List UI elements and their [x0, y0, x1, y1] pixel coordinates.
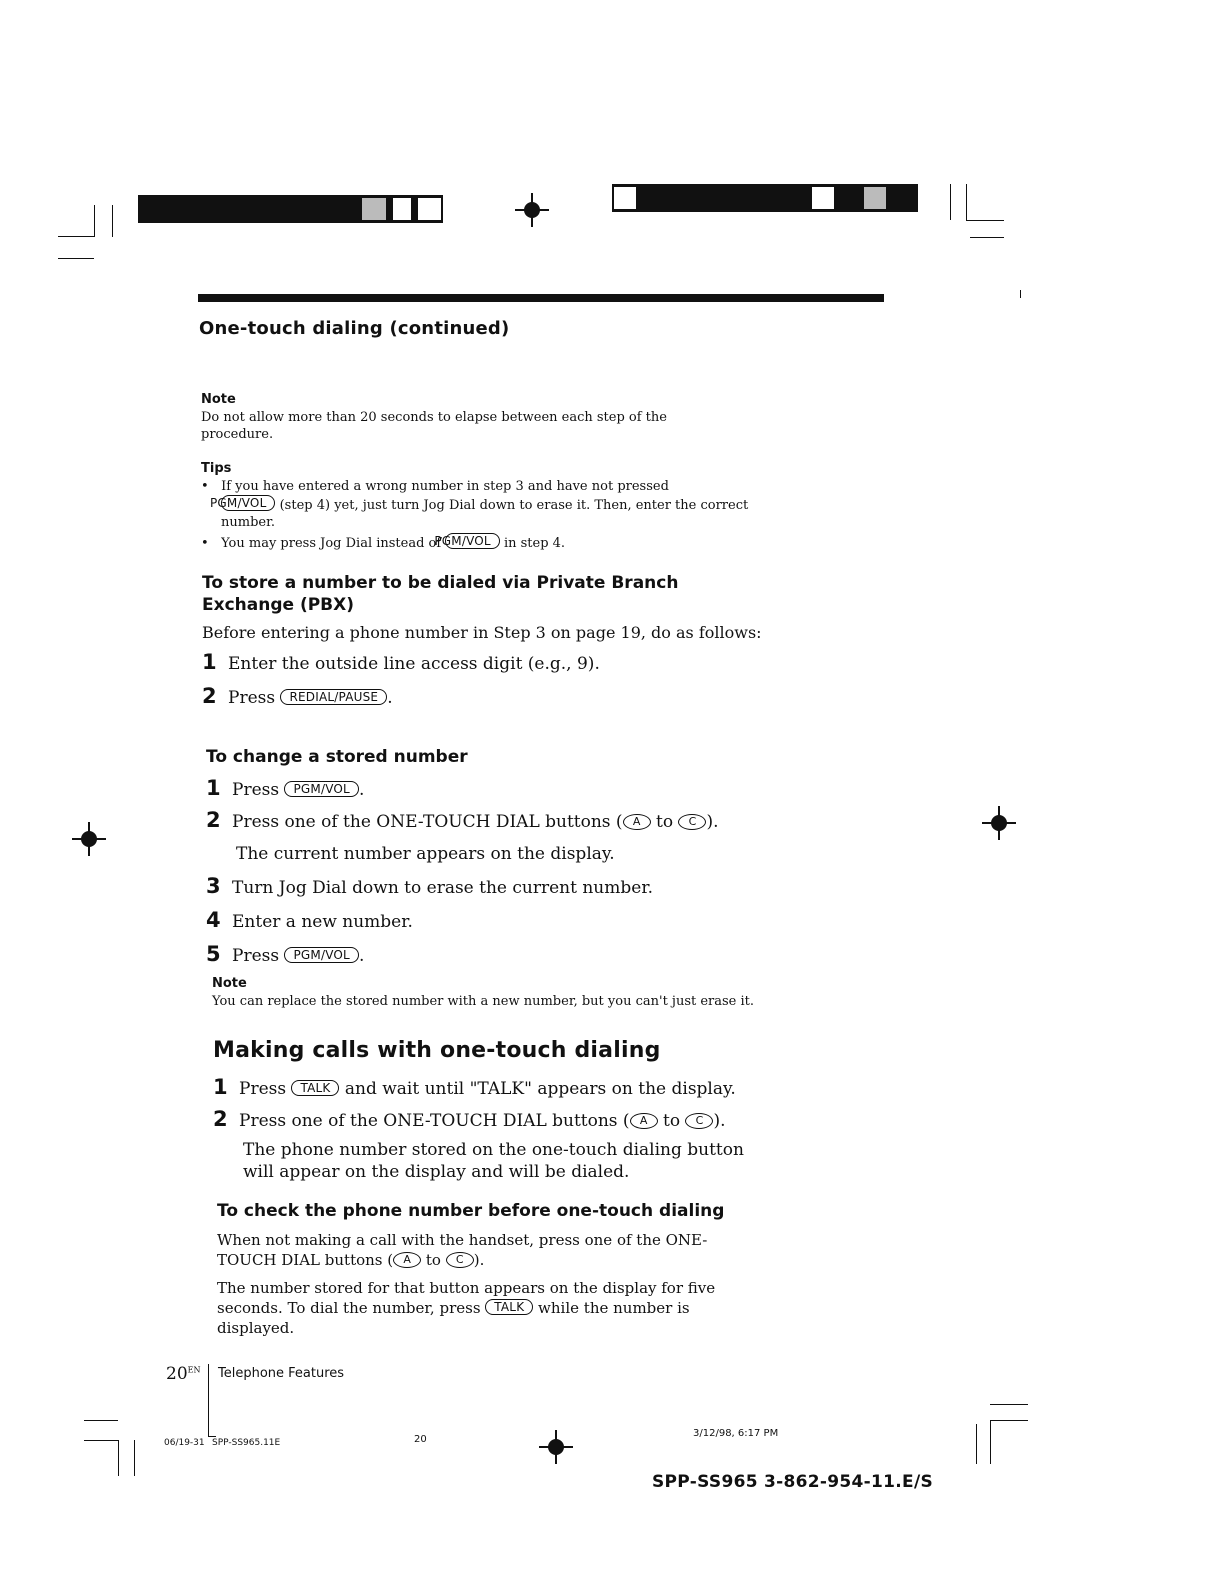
step-text: Press	[228, 688, 276, 708]
slug-job: 06/19-31	[164, 1438, 205, 1448]
pbx-section	[202, 572, 782, 710]
pbx-step-2	[202, 684, 782, 710]
change-step-4	[206, 908, 806, 934]
check-text: while the number is displayed.	[217, 1299, 690, 1337]
punctuation: ).	[713, 1111, 726, 1131]
pgm-vol-key-icon: PGM/VOL	[284, 781, 358, 797]
pgm-vol-key-icon: PGM/VOL	[221, 495, 275, 511]
page-number-suffix: EN	[187, 1365, 201, 1375]
step-text: Enter the outside line access digit (e.g., 9).	[228, 654, 600, 674]
slug-page: 20	[414, 1434, 427, 1445]
registration-mark-right	[982, 806, 1016, 840]
change-step-5	[206, 942, 806, 968]
section-rule	[198, 294, 884, 302]
button-c-icon: C	[446, 1252, 474, 1268]
tip-text: in step 4.	[503, 536, 566, 551]
step-text: to	[662, 1111, 681, 1131]
punctuation: ).	[473, 1251, 485, 1269]
check-heading: To check the phone number before one-touch dialing	[217, 1201, 725, 1221]
tip-item	[201, 533, 761, 552]
page-number	[166, 1364, 200, 1384]
step-number: 1	[202, 650, 217, 674]
check-text: When not making a call with the handset, press one of the ONE-TOUCH DIAL buttons (	[217, 1231, 708, 1269]
step-number: 1	[206, 776, 221, 800]
step-text: and wait until "TALK" appears on the display.	[344, 1079, 736, 1099]
section-title: One-touch dialing (continued)	[199, 318, 510, 339]
note-text: Do not allow more than 20 seconds to elapse between each step of the procedure.	[201, 410, 667, 442]
pbx-heading: To store a number to be dialed via Private Branch Exchange (PBX)	[202, 573, 679, 615]
slug-tick	[208, 1436, 216, 1437]
model-code: SPP-SS965 3-862-954-11.E/S	[652, 1472, 933, 1492]
talk-key-icon: TALK	[291, 1080, 339, 1096]
step-text: to	[655, 812, 674, 832]
punctuation: .	[358, 946, 365, 966]
button-a-icon: A	[393, 1252, 421, 1268]
registration-mark-bottom	[539, 1430, 573, 1464]
step-number: 1	[213, 1075, 228, 1099]
note-block	[201, 392, 721, 443]
page-number-value: 20	[166, 1364, 188, 1384]
chapter-name: Telephone Features	[218, 1366, 345, 1381]
step-number: 4	[206, 908, 221, 932]
step-number: 2	[213, 1107, 228, 1131]
punctuation: ).	[706, 812, 719, 832]
step-text: Press	[232, 946, 280, 966]
step-number: 2	[202, 684, 217, 708]
check-text: The number stored for that button appears on the display for five seconds. To dial the number, press	[217, 1279, 716, 1317]
button-a-icon: A	[623, 814, 651, 830]
button-c-icon: C	[685, 1113, 713, 1129]
change-step-2-sub: The current number appears on the display.	[236, 844, 615, 864]
step-text: Enter a new number.	[232, 912, 413, 932]
tips-label: Tips	[201, 461, 232, 476]
registration-mark-top	[515, 193, 549, 227]
step-text: Press	[232, 780, 280, 800]
tip-text: If you have entered a wrong number in step 3 and have not pressed	[221, 479, 669, 494]
color-patch	[360, 196, 388, 222]
check-para-2	[217, 1278, 737, 1338]
note-block	[212, 976, 812, 1010]
color-patch	[391, 196, 413, 222]
step-text: Press one of the ONE-TOUCH DIAL buttons (	[232, 812, 623, 832]
registration-mark-left	[72, 822, 106, 856]
talk-key-icon: TALK	[485, 1299, 533, 1315]
making-step-2	[213, 1107, 813, 1133]
note-label: Note	[201, 392, 236, 407]
button-c-icon: C	[678, 814, 706, 830]
step-text: Press	[239, 1079, 287, 1099]
color-patch	[612, 185, 638, 211]
note-label: Note	[212, 976, 247, 991]
change-step-2	[206, 808, 806, 834]
change-section	[206, 746, 806, 968]
punctuation: .	[358, 780, 365, 800]
button-a-icon: A	[630, 1113, 658, 1129]
color-patch	[862, 185, 888, 211]
tip-text: You may press Jog Dial instead of	[221, 536, 442, 551]
making-step-1	[213, 1075, 813, 1101]
making-calls-section	[213, 1038, 813, 1183]
pgm-vol-key-icon: PGM/VOL	[284, 947, 358, 963]
color-patch	[810, 185, 836, 211]
redial-pause-key-icon: REDIAL/PAUSE	[280, 689, 387, 705]
note-text: You can replace the stored number with a new number, but you can't just erase it.	[212, 994, 755, 1009]
bullet-icon: •	[201, 536, 222, 551]
check-text: to	[425, 1251, 441, 1269]
color-patch	[416, 196, 443, 222]
making-step-2-sub: The phone number stored on the one-touch dialing button will appear on the display and will be dialed.	[243, 1140, 744, 1182]
slug-date: 3/12/98, 6:17 PM	[693, 1428, 779, 1439]
check-para-1	[217, 1230, 737, 1270]
step-number: 3	[206, 874, 221, 898]
check-section	[217, 1200, 757, 1338]
tip-item	[201, 478, 761, 531]
punctuation: .	[387, 688, 393, 708]
pgm-vol-key-icon: PGM/VOL	[445, 533, 499, 549]
slug-file: SPP-SS965.11E	[212, 1438, 281, 1448]
pbx-intro: Before entering a phone number in Step 3 on page 19, do as follows:	[202, 623, 762, 642]
tip-text: (step 4) yet, just turn Jog Dial down to erase it. Then, enter the correct number.	[221, 498, 749, 530]
footer-divider	[208, 1364, 209, 1436]
tips-block	[201, 461, 761, 552]
change-step-3	[206, 874, 806, 900]
pbx-step-1	[202, 650, 782, 676]
step-number: 5	[206, 942, 221, 966]
step-text: Turn Jog Dial down to erase the current number.	[232, 878, 653, 898]
change-step-1	[206, 776, 806, 802]
step-text: Press one of the ONE-TOUCH DIAL buttons (	[239, 1111, 630, 1131]
change-heading: To change a stored number	[206, 747, 468, 767]
step-number: 2	[206, 808, 221, 832]
making-calls-title: Making calls with one-touch dialing	[213, 1038, 661, 1063]
bullet-icon: •	[201, 479, 222, 494]
